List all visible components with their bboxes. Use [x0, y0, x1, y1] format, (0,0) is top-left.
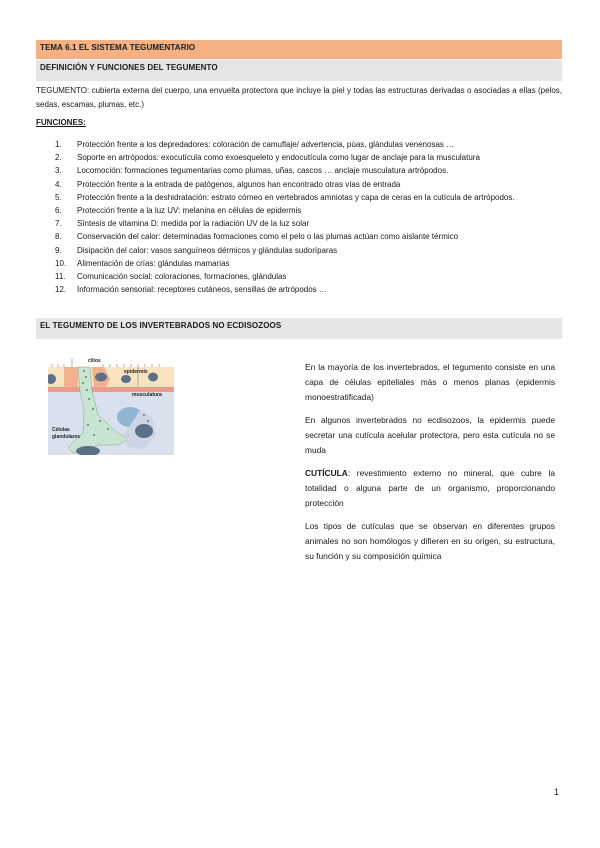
section-title: EL TEGUMENTO DE LOS INVERTEBRADOS NO ECDISOZOOS [40, 321, 282, 330]
section-header-definition [36, 60, 562, 81]
tegument-diagram [48, 355, 174, 455]
list-item [55, 270, 560, 283]
item-text: Conservación del calor: determinadas formaciones como el pelo o las plumas actúan como aislante térmico [77, 232, 459, 242]
section-title: DEFINICIÓN Y FUNCIONES DEL TEGUMENTO [40, 63, 218, 72]
item-text: Locomoción: formaciones tegumentarias como plumas, uñas, cascos … anclaje musculatura artrópodos. [77, 166, 449, 176]
list-item [55, 257, 560, 270]
definition-text: : cubierta externa del cuerpo, una envuelta protectora que incluye la piel y todas las estructuras derivadas o asociadas a ellas (pelos, sedas, escamas, plumas, etc.) [36, 86, 562, 109]
list-item [55, 204, 560, 217]
item-number: 9. [55, 245, 62, 255]
definition-term: TEGUMENTO [36, 86, 87, 95]
list-item [55, 191, 560, 204]
invertebrates-text [305, 360, 555, 572]
item-number: 8. [55, 232, 62, 242]
item-number: 7. [55, 219, 62, 229]
list-item [55, 230, 560, 243]
item-number: 1. [55, 140, 62, 149]
item-number: 2. [55, 153, 62, 163]
item-text: Soporte en artrópodos: exocutícula como exoesqueleto y endocutícula como lugar de anclaje para la musculatura [77, 153, 480, 163]
functions-list [55, 138, 560, 296]
svg-text:glandulares: glandulares [52, 434, 81, 440]
item-number: 5. [55, 192, 62, 202]
cuticle-term: CUTÍCULA [305, 468, 348, 478]
definition-paragraph [36, 84, 562, 112]
svg-text:musculatura: musculatura [132, 392, 162, 398]
list-item [55, 217, 560, 230]
paragraph: En la mayoría de los invertebrados, el tegumento consiste en una capa de células epiteliales más o menos planas (epidermis monoestratificada) [305, 362, 555, 402]
item-text: Protección frente a la deshidratación: estrato córneo en vertebrados amniotas y capa de ceras en la cutícula de artrópodos. [77, 192, 515, 202]
chapter-title: TEMA 6.1 EL SISTEMA TEGUMENTARIO [40, 43, 196, 52]
section-header-invertebrates [36, 318, 562, 339]
item-number: 11. [55, 272, 66, 282]
svg-text:cilios: cilios [88, 358, 101, 364]
item-number: 10. [55, 258, 67, 268]
list-item [55, 164, 560, 177]
svg-text:Células: Células [52, 427, 70, 433]
svg-text:epidermis: epidermis [124, 369, 148, 375]
paragraph: En algunos invertebrados no ecdisozoos, la epidermis puede secretar una cutícula acelular protectora, pero esta cutícula no se muda [305, 415, 555, 455]
item-text: Información sensorial: receptores cutáneos, sensillas de artrópodos … [77, 285, 327, 295]
page-number: 1 [554, 787, 560, 797]
item-text: Comunicación social: coloraciones, formaciones, glándulas [77, 272, 287, 282]
item-text: Protección frente a la luz UV: melanina en células de epidermis [77, 206, 302, 216]
functions-heading: FUNCIONES: [36, 118, 86, 127]
cuticle-text: : revestimiento externo no mineral, que cubre la totalidad o alguna parte de un organismo, proporcionando protección [305, 468, 555, 508]
list-item [55, 283, 560, 296]
item-text: Protección frente a la entrada de patógenos, algunos han encontrado otras vías de entrada [77, 179, 401, 189]
list-item [55, 244, 560, 257]
paragraph: Los tipos de cutículas que se observan en diferentes grupos animales no son homólogos y difieren en su origen, su estructura, su función y su composición química [305, 521, 555, 561]
item-text: Disipación del calor: vasos sanguíneos dérmicos y glándulas sudoríparas [77, 245, 338, 255]
item-number: 12. [55, 285, 67, 295]
item-text: Protección frente a los depredadores: coloración de camuflaje/ advertencia, púas, glándulas venenosas … [77, 140, 455, 149]
list-item [55, 178, 560, 191]
item-text: Síntesis de vitamina D: medida por la radiación UV de la luz solar [77, 219, 310, 229]
item-number: 4. [55, 179, 62, 189]
list-item [55, 138, 560, 151]
list-item [55, 151, 560, 164]
tegument-illustration [48, 355, 174, 455]
item-text: Alimentación de crías: glándulas mamarias [77, 258, 230, 268]
cuticle-definition [305, 466, 555, 511]
item-number: 3. [55, 166, 62, 176]
item-number: 6. [55, 206, 62, 216]
chapter-title-bar [36, 40, 562, 59]
